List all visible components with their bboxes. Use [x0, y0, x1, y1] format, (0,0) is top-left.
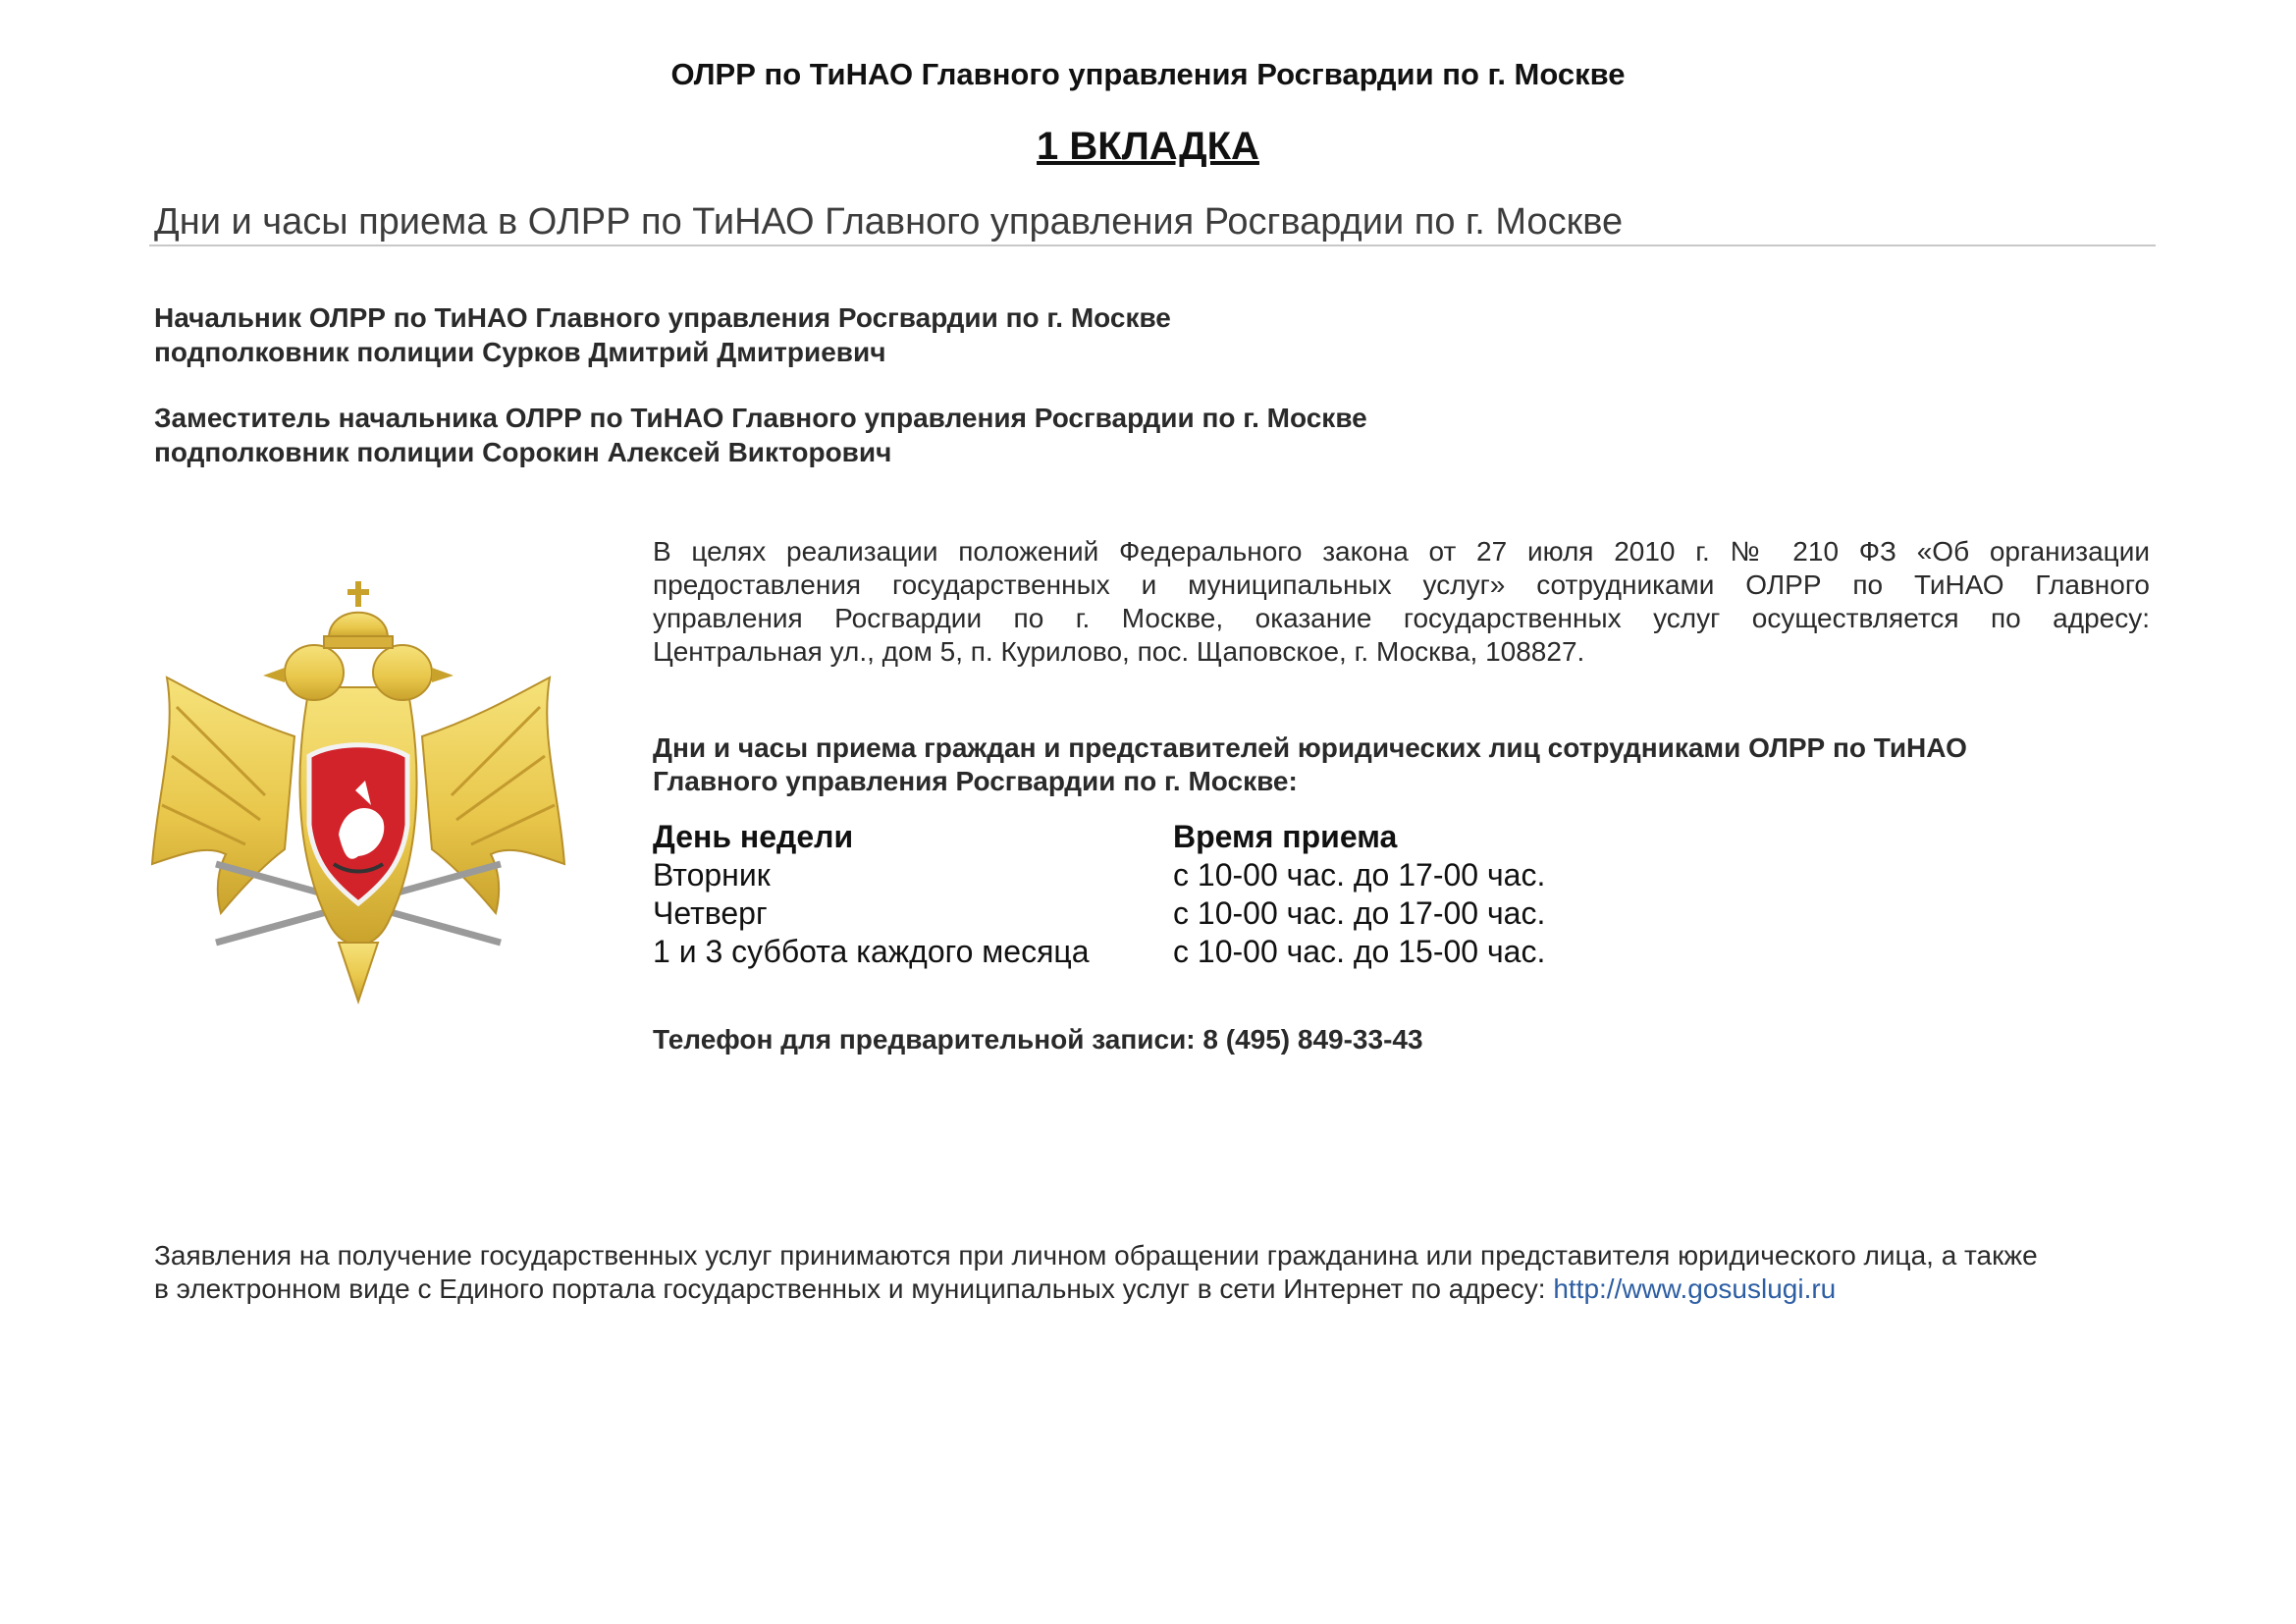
schedule-row [653, 856, 1545, 894]
intro-line: Центральная ул., дом 5, п. Курилово, пос. Щаповское, г. Москва, 108827. [653, 636, 1585, 667]
intro-line: В целях реализации положений Федерального закона от 27 июля 2010 г. № 210 ФЗ «Об организации [653, 536, 2150, 567]
chief-position: Начальник ОЛРР по ТиНАО Главного управления Росгвардии по г. Москве [154, 302, 1171, 333]
time-column-header: Время приема [1173, 819, 1398, 854]
hours-heading-line: Главного управления Росгвардии по г. Москве: [653, 766, 1298, 796]
schedule-day: Четверг [653, 895, 768, 931]
footer-note [154, 1239, 2176, 1306]
chief-name: подполковник полиции Сурков Дмитрий Дмитриевич [154, 337, 886, 367]
hours-heading-line: Дни и часы приема граждан и представителей юридических лиц сотрудниками ОЛРР по ТиНАО [653, 732, 1967, 763]
intro-paragraph [653, 535, 2150, 669]
tab-title: 1 ВКЛАДКА [1037, 125, 1259, 168]
organization-title: ОЛРР по ТиНАО Главного управления Росгвардии по г. Москве [670, 57, 1626, 91]
section-heading: Дни и часы приема в ОЛРР по ТиНАО Главного управления Росгвардии по г. Москве [154, 201, 1624, 243]
schedule-row [653, 933, 1545, 971]
day-column-header: День недели [653, 819, 854, 854]
schedule-header-row [653, 818, 1545, 856]
schedule-time: с 10-00 час. до 17-00 час. [1173, 895, 1546, 931]
schedule-table [653, 818, 1545, 971]
heading-divider [149, 244, 2156, 246]
footer-line: Заявления на получение государственных услуг принимаются при личном обращении гражданина или представителя юридического лица, а также [154, 1240, 2038, 1271]
rosgvardia-emblem-icon [147, 569, 569, 1016]
deputy-position: Заместитель начальника ОЛРР по ТиНАО Главного управления Росгвардии по г. Москве [154, 403, 1367, 433]
intro-line: предоставления государственных и муниципальных услуг» сотрудниками ОЛРР по ТиНАО Главного [653, 569, 2150, 600]
schedule-time: с 10-00 час. до 17-00 час. [1173, 857, 1546, 893]
chief-block [154, 300, 1171, 369]
footer-line [154, 1272, 2176, 1306]
schedule-day: 1 и 3 суббота каждого месяца [653, 934, 1090, 969]
intro-line: управления Росгвардии по г. Москве, оказание государственных услуг осуществляется по адресу: [653, 603, 2150, 633]
schedule-time: с 10-00 час. до 15-00 час. [1173, 934, 1546, 969]
schedule-row [653, 894, 1545, 933]
gosuslugi-link[interactable]: http://www.gosuslugi.ru [1553, 1273, 1837, 1304]
schedule-day: Вторник [653, 857, 771, 893]
hours-heading [653, 731, 1967, 798]
deputy-name: подполковник полиции Сорокин Алексей Викторович [154, 437, 892, 467]
deputy-block [154, 401, 1367, 469]
phone-info: Телефон для предварительной записи: 8 (495) 849-33-43 [653, 1024, 1423, 1055]
footer-line-text: в электронном виде с Единого портала государственных и муниципальных услуг в сети Интернет по адресу: [154, 1273, 1554, 1304]
